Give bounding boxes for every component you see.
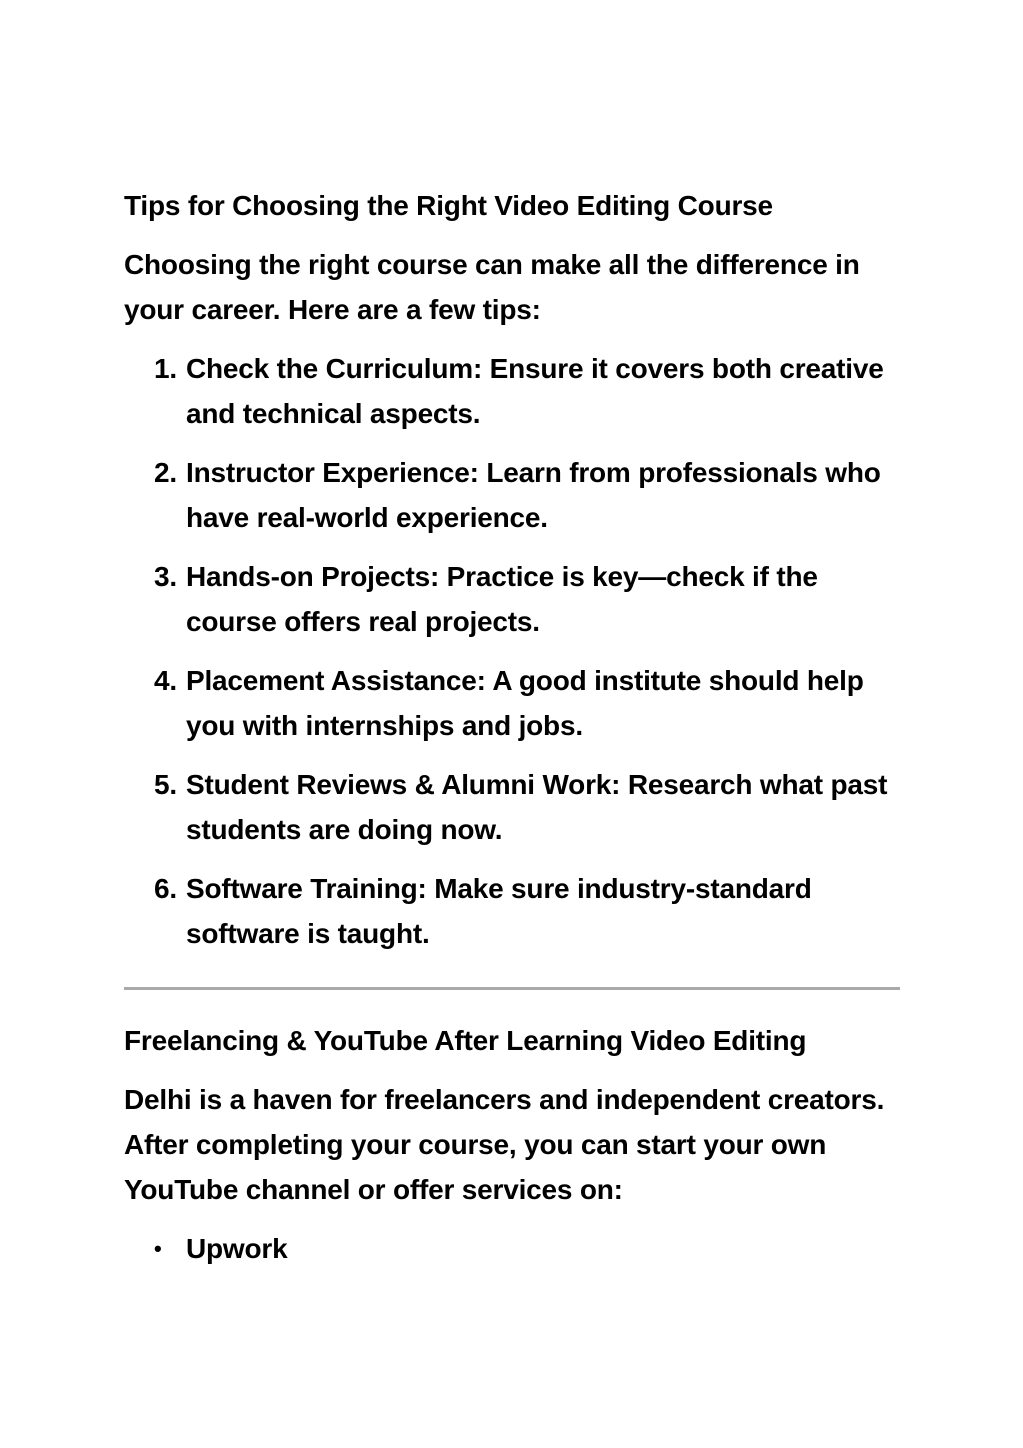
list-item <box>124 866 900 956</box>
list-number: 1. <box>154 353 177 384</box>
list-item-text: Instructor Experience: Learn from professionals who have real-world experience. <box>186 457 881 533</box>
tips-list <box>124 346 900 956</box>
list-item <box>124 554 900 644</box>
platform-list <box>124 1226 900 1271</box>
list-item <box>124 346 900 436</box>
list-item-text: Upwork <box>186 1233 288 1264</box>
tips-intro-paragraph: Choosing the right course can make all the difference in your career. Here are a few tips: <box>124 249 860 325</box>
list-number: 4. <box>154 665 177 696</box>
list-item-text: Software Training: Make sure industry-standard software is taught. <box>186 873 812 949</box>
section-divider <box>124 987 900 990</box>
list-item-text: Check the Curriculum: Ensure it covers both creative and technical aspects. <box>186 353 884 429</box>
list-item-text: Hands-on Projects: Practice is key—check if the course offers real projects. <box>186 561 818 637</box>
list-item <box>124 658 900 748</box>
section-heading-tips: Tips for Choosing the Right Video Editing Course <box>124 190 773 221</box>
freelancing-intro-paragraph: Delhi is a haven for freelancers and independent creators. After completing your course, you can start your own YouTube channel or offer services on: <box>124 1084 885 1205</box>
list-number: 5. <box>154 769 177 800</box>
list-number: 6. <box>154 873 177 904</box>
list-item <box>124 762 900 852</box>
list-number: 3. <box>154 561 177 592</box>
list-number: 2. <box>154 457 177 488</box>
list-item <box>124 450 900 540</box>
document-page <box>124 183 900 1285</box>
bullet-icon: • <box>154 1236 162 1261</box>
list-item <box>124 1226 900 1271</box>
list-item-text: Student Reviews & Alumni Work: Research what past students are doing now. <box>186 769 888 845</box>
section-heading-freelancing: Freelancing & YouTube After Learning Video Editing <box>124 1025 807 1056</box>
list-item-text: Placement Assistance: A good institute should help you with internships and jobs. <box>186 665 864 741</box>
